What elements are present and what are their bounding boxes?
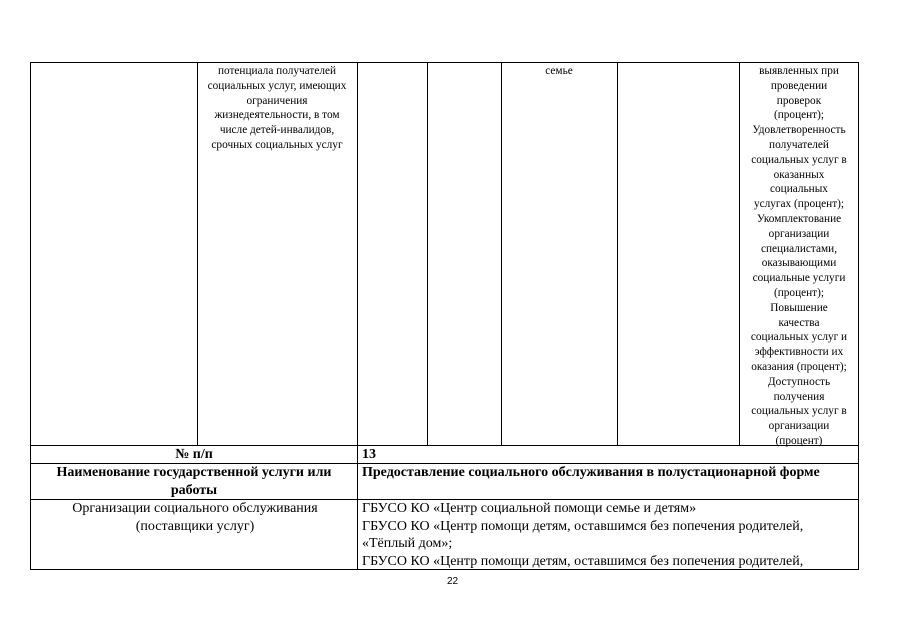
page-number: 22	[446, 576, 459, 587]
col7-line: Укомплектование	[756, 212, 842, 225]
top-table-col5-text: семье	[545, 65, 573, 77]
col7-line: оказания (процент);	[751, 360, 847, 373]
col7-line: социальных	[770, 183, 828, 196]
col7-line: организации	[768, 420, 830, 433]
top-table-cell-col2	[200, 64, 354, 174]
col7-line: оказывающими	[761, 257, 837, 270]
service-row2-label: Наименование государственной услуги или работы	[56, 465, 332, 498]
col7-line: социальных услуг в	[751, 153, 847, 166]
provider-line: ГБУСО КО «Центр помощи детям, оставшимся без попечения родителей,	[362, 553, 804, 569]
service-row1-value: 13	[362, 447, 376, 462]
service-row3-value	[362, 500, 858, 570]
col7-line: получения	[773, 390, 825, 403]
col7-line: услугах (процент);	[753, 198, 845, 211]
service-row2-value: Предоставление социального обслуживания в полустационарной форме	[362, 465, 820, 480]
col7-line: проведении	[770, 79, 828, 92]
top-table-col-border-3	[427, 62, 428, 446]
col7-line: Доступность	[767, 375, 831, 388]
service-middle-border	[357, 445, 358, 570]
top-table-top-border	[30, 62, 859, 63]
col7-line: (процент);	[773, 286, 825, 299]
col7-line: проверок	[776, 94, 822, 107]
col7-line: социальных услуг и	[750, 331, 848, 344]
service-row3-label: Организации социального обслуживания (поставщики услуг)	[72, 501, 318, 534]
top-table-cell-col5	[503, 64, 615, 84]
col7-line: Повышение	[770, 301, 828, 314]
provider-line: ГБУСО КО «Центр социальной помощи семье и детям»	[362, 501, 697, 516]
col7-line: (процент);	[773, 109, 825, 122]
top-table-col-border-7	[858, 62, 859, 446]
col7-line: (процент)	[775, 434, 823, 447]
col7-line: Удовлетворенность	[752, 124, 846, 137]
top-table-cell-col7	[740, 64, 858, 449]
top-table-col2-text: потенциала получателей социальных услуг, имеющих ограничения жизнедеятельности, в том числе детей-инвалидов, срочных социальных услуг	[207, 65, 347, 151]
provider-line: «Тёплый дом»;	[362, 536, 453, 551]
provider-line: ГБУСО КО «Центр помощи детям, оставшимся без попечения родителей,	[362, 518, 804, 534]
service-left-border	[30, 445, 31, 570]
col7-line: социальные услуги	[752, 272, 846, 285]
col7-line: организации	[768, 227, 830, 240]
col7-line: качества	[778, 316, 820, 329]
top-table-col-border-2	[357, 62, 358, 446]
top-table-col-border-5	[617, 62, 618, 446]
col7-line: оказанных	[773, 168, 825, 181]
top-table-col-border-0	[30, 62, 31, 446]
col7-line: получателей	[769, 138, 829, 151]
col7-line: выявленных при	[759, 65, 839, 77]
col7-line: эффективности их	[754, 346, 844, 359]
service-row1-label: № п/п	[175, 447, 213, 462]
top-table-col-border-4	[501, 62, 502, 446]
col7-line: специалистами,	[760, 242, 838, 255]
col7-line: социальных услуг в	[751, 405, 847, 418]
top-table-col-border-1	[197, 62, 198, 446]
service-right-border	[858, 445, 859, 570]
